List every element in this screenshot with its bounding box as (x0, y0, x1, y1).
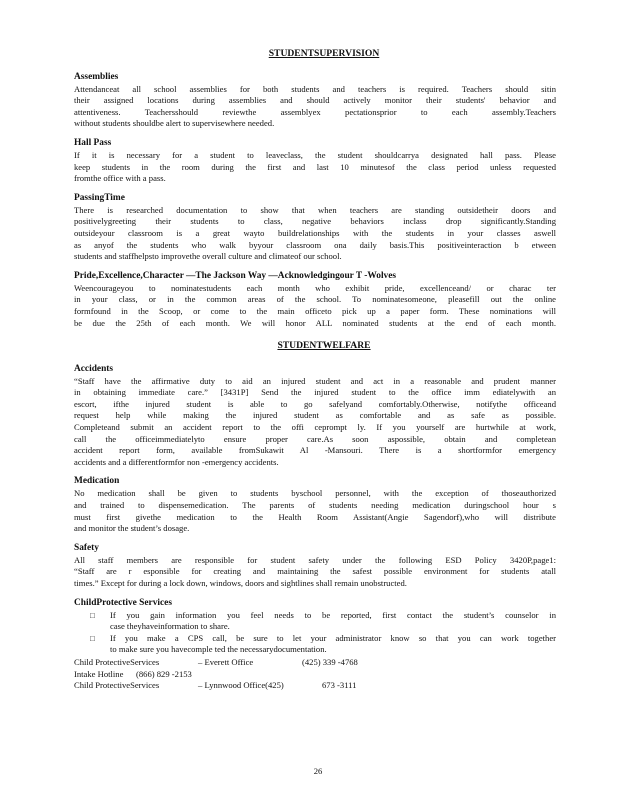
paragraph-line: to make sure you havecomple ted the necessarydocumentation. (110, 644, 327, 655)
list-item (74, 610, 556, 633)
paragraph-line: escort, ifthe injured student is able to go safelyand comfortably.Otherwise, notifythe officeand (74, 398, 556, 409)
heading-accidents: Accidents (74, 363, 114, 374)
paragraph-passing-time (74, 205, 556, 263)
paragraph-line: outsideyour classroom is a great wayto buildrelationships with the students in your classes aswell (74, 227, 556, 238)
page-number: 26 (313, 766, 323, 776)
paragraph-line: fromthe office with a pass. (74, 173, 166, 184)
paragraph-line: students and staffhelpsto improvethe overall culture and climateof our school. (74, 251, 342, 262)
heading-assemblies: Assemblies (74, 71, 119, 82)
section-title-supervision: STUDENTSUPERVISION (268, 48, 380, 59)
paragraph-line: without students shouldbe alert to supervisewhere needed. (74, 118, 275, 129)
paragraph-line: accident report form, available fromSukawit Al -Mansouri. There is a shortformfor emergency (74, 445, 556, 456)
paragraph-line: positivelygreeting their students to class, negative behaviors inclass drop significantly.Standing (74, 216, 556, 227)
heading-passing-time: PassingTime (74, 192, 125, 203)
paragraph-line: their assigned locations during assemblies and should actively monitor their students' behavior and (74, 95, 556, 106)
contact-list (74, 657, 556, 692)
contact-row (74, 669, 556, 681)
list-item (74, 633, 556, 656)
contact-name: Child ProtectiveServices (74, 680, 160, 691)
paragraph-line: formfound in the Scoop, or come to the main officeto pick up a paper form. These nominations will (74, 305, 556, 316)
paragraph-line: If you gain information you feel needs to be reported, first contact the student’s counselor in (110, 609, 556, 620)
paragraph-line: and monitor the student’s dosage. (74, 523, 190, 534)
paragraph-assemblies (74, 84, 556, 130)
contact-name: Intake Hotline (74, 668, 124, 679)
paragraph-line: “Staff are r esponsible for creating and maintaining the safest possible environment for students atall (74, 566, 556, 577)
paragraph-line: accidents and a differentformfor non -emergency accidents. (74, 456, 279, 467)
section-title-welfare: STUDENTWELFARE (277, 340, 371, 352)
cps-bullet-list (74, 610, 556, 656)
paragraph-line: Weencourageyou to nominatestudents each month who exhibit pride, excellenceand/ or charac ter (74, 282, 556, 293)
paragraph-medication (74, 488, 556, 534)
contact-phone: (425) 339 -4768 (302, 656, 358, 667)
contact-name: Child ProtectiveServices (74, 656, 160, 667)
paragraph-line: request help while making the injured student as comfortable and as safe as possible. (74, 410, 556, 421)
paragraph-line: attentiveness. Teachersshould reviewthe assemblyex pectationsprior to each assembly.Teachers (74, 106, 556, 117)
paragraph-line: “Staff have the affirmative duty to aid an injured student and act in a reasonable and prudent manner (74, 375, 556, 386)
paragraph-line: case theyhaveinformation to share. (110, 621, 230, 632)
paragraph-line: If it is necessary for a student to leaveclass, the student shouldcarrya designated hall pass. Please (74, 149, 556, 160)
checkbox-bullet-icon: □ (90, 610, 95, 620)
paragraph-line: Attendanceat all school assemblies for both students and teachers is required. Teachers should sitin (74, 83, 556, 94)
paragraph-pride (74, 283, 556, 329)
paragraph-line: be due the 25th of each month. We will honor ALL nominated students at the end of each month. (74, 317, 556, 328)
contact-row (74, 680, 556, 692)
paragraph-line: No medication shall be given to students byschool personnel, with the exception of thoseauthorized (74, 488, 556, 499)
paragraph-accidents (74, 376, 556, 469)
paragraph-line: must first givethe medication to the Health Room Assistant(Angie Sagendorf),who will distribute (74, 511, 556, 522)
heading-safety: Safety (74, 542, 99, 553)
paragraph-line: call the officeimmediatelyto ensure proper care.As soon aspossible, obtain and completean (74, 433, 556, 444)
heading-pride: Pride,Excellence,Character —The Jackson Way —Acknowledgingour T -Wolves (74, 270, 397, 281)
paragraph-line: as anyof the students who walk byyour classroom ona daily basis.This positiveinteraction b etween (74, 239, 556, 250)
contact-row (74, 657, 556, 669)
paragraph-safety (74, 555, 556, 590)
paragraph-hall-pass (74, 150, 556, 185)
paragraph-line: All staff members are responsible for student safety under the following ESD Policy 3420P,page1: (74, 554, 556, 565)
contact-location: – Everett Office (198, 656, 254, 667)
heading-hall-pass: Hall Pass (74, 137, 112, 148)
checkbox-bullet-icon: □ (90, 633, 95, 643)
heading-medication: Medication (74, 476, 120, 487)
paragraph-line: times.” Except for during a lock down, windows, doors and sightlines shall remain unobstructed. (74, 578, 407, 588)
paragraph-line: If you make a CPS call, be sure to let your administrator know so that you can work together (110, 632, 556, 643)
paragraph-line: and trained to dispensemedication. The parents of students needing medication duringschool hour s (74, 500, 556, 511)
contact-phone: (866) 829 -2153 (136, 668, 192, 679)
paragraph-line: keep students in the room during the first and last 10 minutesof the class period unless requested (74, 161, 556, 172)
contact-location: – Lynnwood Office(425) (198, 680, 284, 691)
paragraph-line: Completeand submit an accident report to the offi ceprompt ly. If you yourself are hurtwhile at work, (74, 422, 556, 433)
paragraph-line: in your class, or in the common areas of the school. To nominatesomeone, pleasefill out the online (74, 294, 556, 305)
heading-child-protective-services: ChildProtective Services (74, 597, 172, 608)
contact-phone: 673 -3111 (322, 680, 357, 691)
paragraph-line: There is researched documentation to show that when teachers are standing outsidetheir doors and (74, 204, 556, 215)
paragraph-line: in obtaining immediate care.” [3431P] Send the injured student to the office imm ediatelywith an (74, 387, 556, 398)
